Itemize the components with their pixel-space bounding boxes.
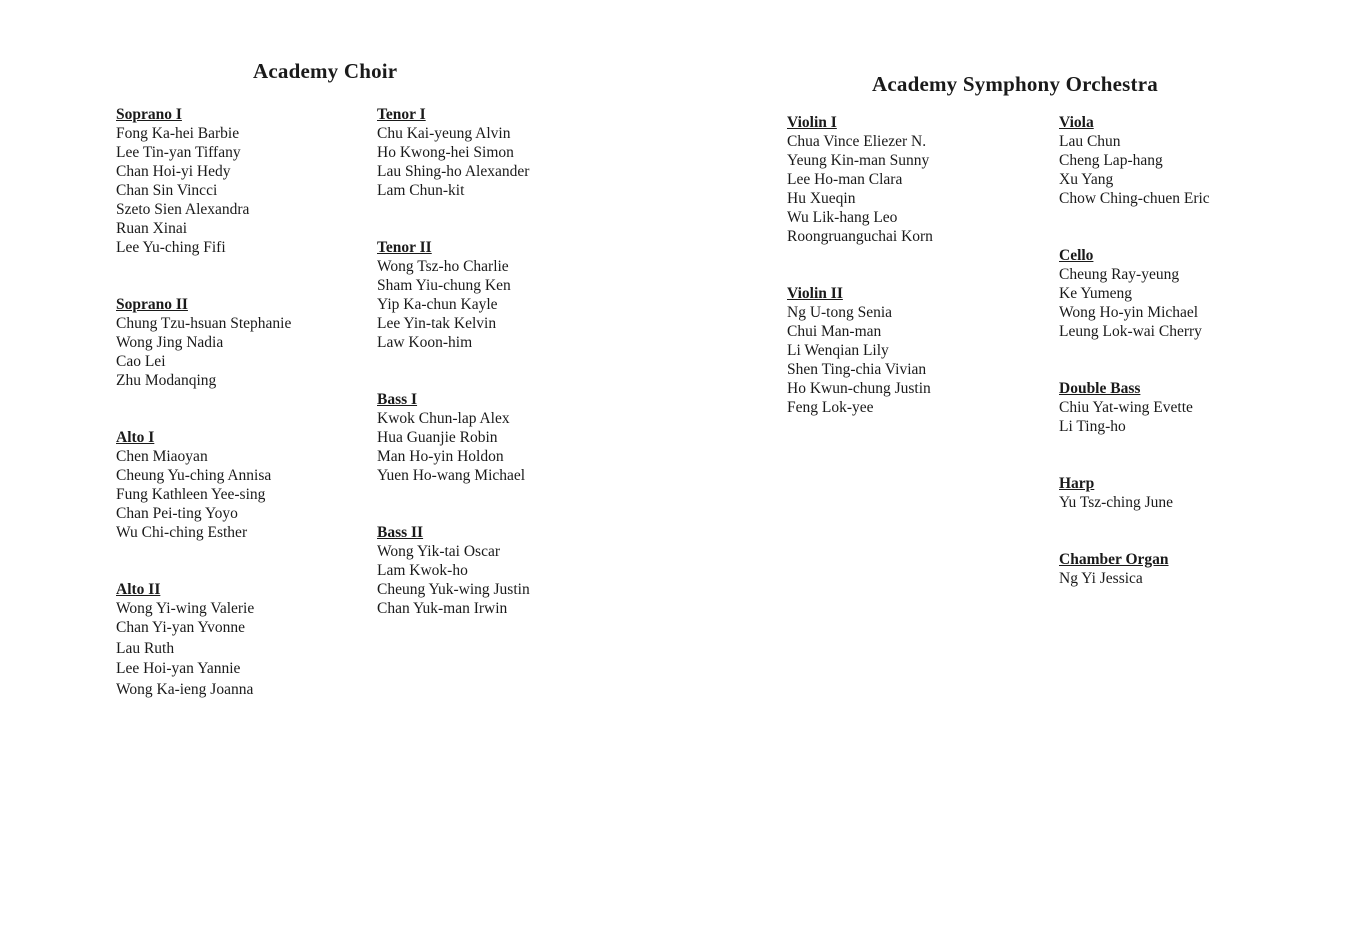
member-name: Cheung Yuk-wing Justin [377,581,530,598]
member-name: Chan Hoi-yi Hedy [116,163,231,180]
member-name: Wong Ho-yin Michael [1059,304,1199,321]
section-viola [1059,113,1309,208]
member-name: Ho Kwong-hei Simon [377,144,514,161]
member-name: Lau Chun [1059,133,1121,150]
member-name: Wong Jing Nadia [116,334,224,351]
member-name: Hu Xueqin [787,190,856,207]
member-name: Man Ho-yin Holdon [377,448,504,465]
section-harp [1059,474,1309,512]
member-name: Chan Yuk-man Irwin [377,600,508,617]
member-name: Yu Tsz-ching June [1059,494,1174,511]
section-bass-2 [377,523,627,618]
member-name: Cheng Lap-hang [1059,152,1163,169]
section-heading: Violin II [787,285,843,302]
member-name: Chung Tzu-hsuan Stephanie [116,315,292,332]
orchestra-column-left [787,113,1037,417]
section-heading: Double Bass [1059,380,1141,397]
member-name: Chen Miaoyan [116,448,208,465]
member-name: Wong Yi-wing Valerie [116,600,255,617]
section-heading: Bass II [377,524,424,541]
member-name: Wong Yik-tai Oscar [377,543,501,560]
member-name: Chow Ching-chuen Eric [1059,190,1210,207]
member-name: Szeto Sien Alexandra [116,201,250,218]
member-name: Kwok Chun-lap Alex [377,410,510,427]
member-name: Ke Yumeng [1059,285,1133,302]
member-name: Lee Hoi-yan Yannie [116,660,241,677]
member-name: Li Wenqian Lily [787,342,889,359]
section-alto-1 [116,428,366,542]
member-name: Wu Chi-ching Esther [116,524,248,541]
section-heading: Alto I [116,429,155,446]
member-name: Chan Yi-yan Yvonne [116,619,246,636]
section-heading: Soprano I [116,106,182,123]
member-name: Cheung Yu-ching Annisa [116,467,272,484]
member-name: Chan Pei-ting Yoyo [116,505,238,522]
member-name: Lau Ruth [116,639,175,657]
member-name: Lee Yu-ching Fifi [116,239,226,256]
member-name: Law Koon-him [377,334,473,351]
member-name: Ruan Xinai [116,220,188,237]
section-heading: Soprano II [116,296,188,313]
member-name: Lam Chun-kit [377,182,465,199]
member-name: Leung Lok-wai Cherry [1059,323,1202,340]
member-name: Cheung Ray-yeung [1059,266,1180,283]
member-name: Chiu Yat-wing Evette [1059,399,1193,416]
member-name: Yuen Ho-wang Michael [377,467,526,484]
section-heading: Violin I [787,114,837,131]
member-name: Yeung Kin-man Sunny [787,152,930,169]
member-name: Feng Lok-yee [787,399,874,416]
member-name: Lee Yin-tak Kelvin [377,315,497,332]
member-name: Ho Kwun-chung Justin [787,380,931,397]
section-soprano-2 [116,295,366,390]
member-name: Xu Yang [1059,171,1114,188]
member-name: Shen Ting-chia Vivian [787,361,927,378]
member-name: Lee Tin-yan Tiffany [116,144,241,161]
choir-title: Academy Choir [253,59,398,83]
orchestra-title: Academy Symphony Orchestra [872,72,1158,96]
section-heading: Tenor II [377,239,432,256]
section-heading: Chamber Organ [1059,551,1169,568]
member-name: Wong Tsz-ho Charlie [377,258,509,275]
section-chamber-organ [1059,550,1309,588]
member-name: Wu Lik-hang Leo [787,209,898,226]
section-bass-1 [377,390,627,485]
section-heading: Harp [1059,475,1095,492]
section-cello [1059,246,1309,341]
member-name: Chui Man-man [787,323,882,340]
member-name: Wong Ka-ieng Joanna [116,680,254,698]
member-name: Yip Ka-chun Kayle [377,296,498,313]
section-heading: Alto II [116,581,161,598]
member-name: Roongruanguchai Korn [787,228,933,245]
member-name: Ng Yi Jessica [1059,570,1143,587]
member-name: Fong Ka-hei Barbie [116,125,240,142]
section-tenor-1 [377,105,627,200]
member-name: Fung Kathleen Yee-sing [116,486,266,503]
member-name: Sham Yiu-chung Ken [377,277,511,294]
member-name: Ng U-tong Senia [787,304,893,321]
section-violin-2 [787,284,1037,417]
member-name: Zhu Modanqing [116,372,217,389]
member-name: Li Ting-ho [1059,418,1126,435]
section-soprano-1 [116,105,366,257]
choir-column-right [377,105,627,618]
orchestra-column-right [1059,113,1309,588]
section-heading: Tenor I [377,106,426,123]
member-name: Chu Kai-yeung Alvin [377,125,511,142]
member-name: Lau Shing-ho Alexander [377,163,530,180]
section-alto-2 [116,580,366,700]
section-tenor-2 [377,238,627,352]
member-name: Cao Lei [116,353,166,370]
member-name: Chan Sin Vincci [116,182,218,199]
section-heading: Viola [1059,114,1094,131]
choir-column-left [116,105,366,700]
member-name: Hua Guanjie Robin [377,429,498,446]
member-name: Chua Vince Eliezer N. [787,133,927,150]
member-name: Lee Ho-man Clara [787,171,903,188]
section-heading: Bass I [377,391,418,408]
section-double-bass [1059,379,1309,436]
section-violin-1 [787,113,1037,246]
member-name: Lam Kwok-ho [377,562,468,579]
section-heading: Cello [1059,247,1094,264]
